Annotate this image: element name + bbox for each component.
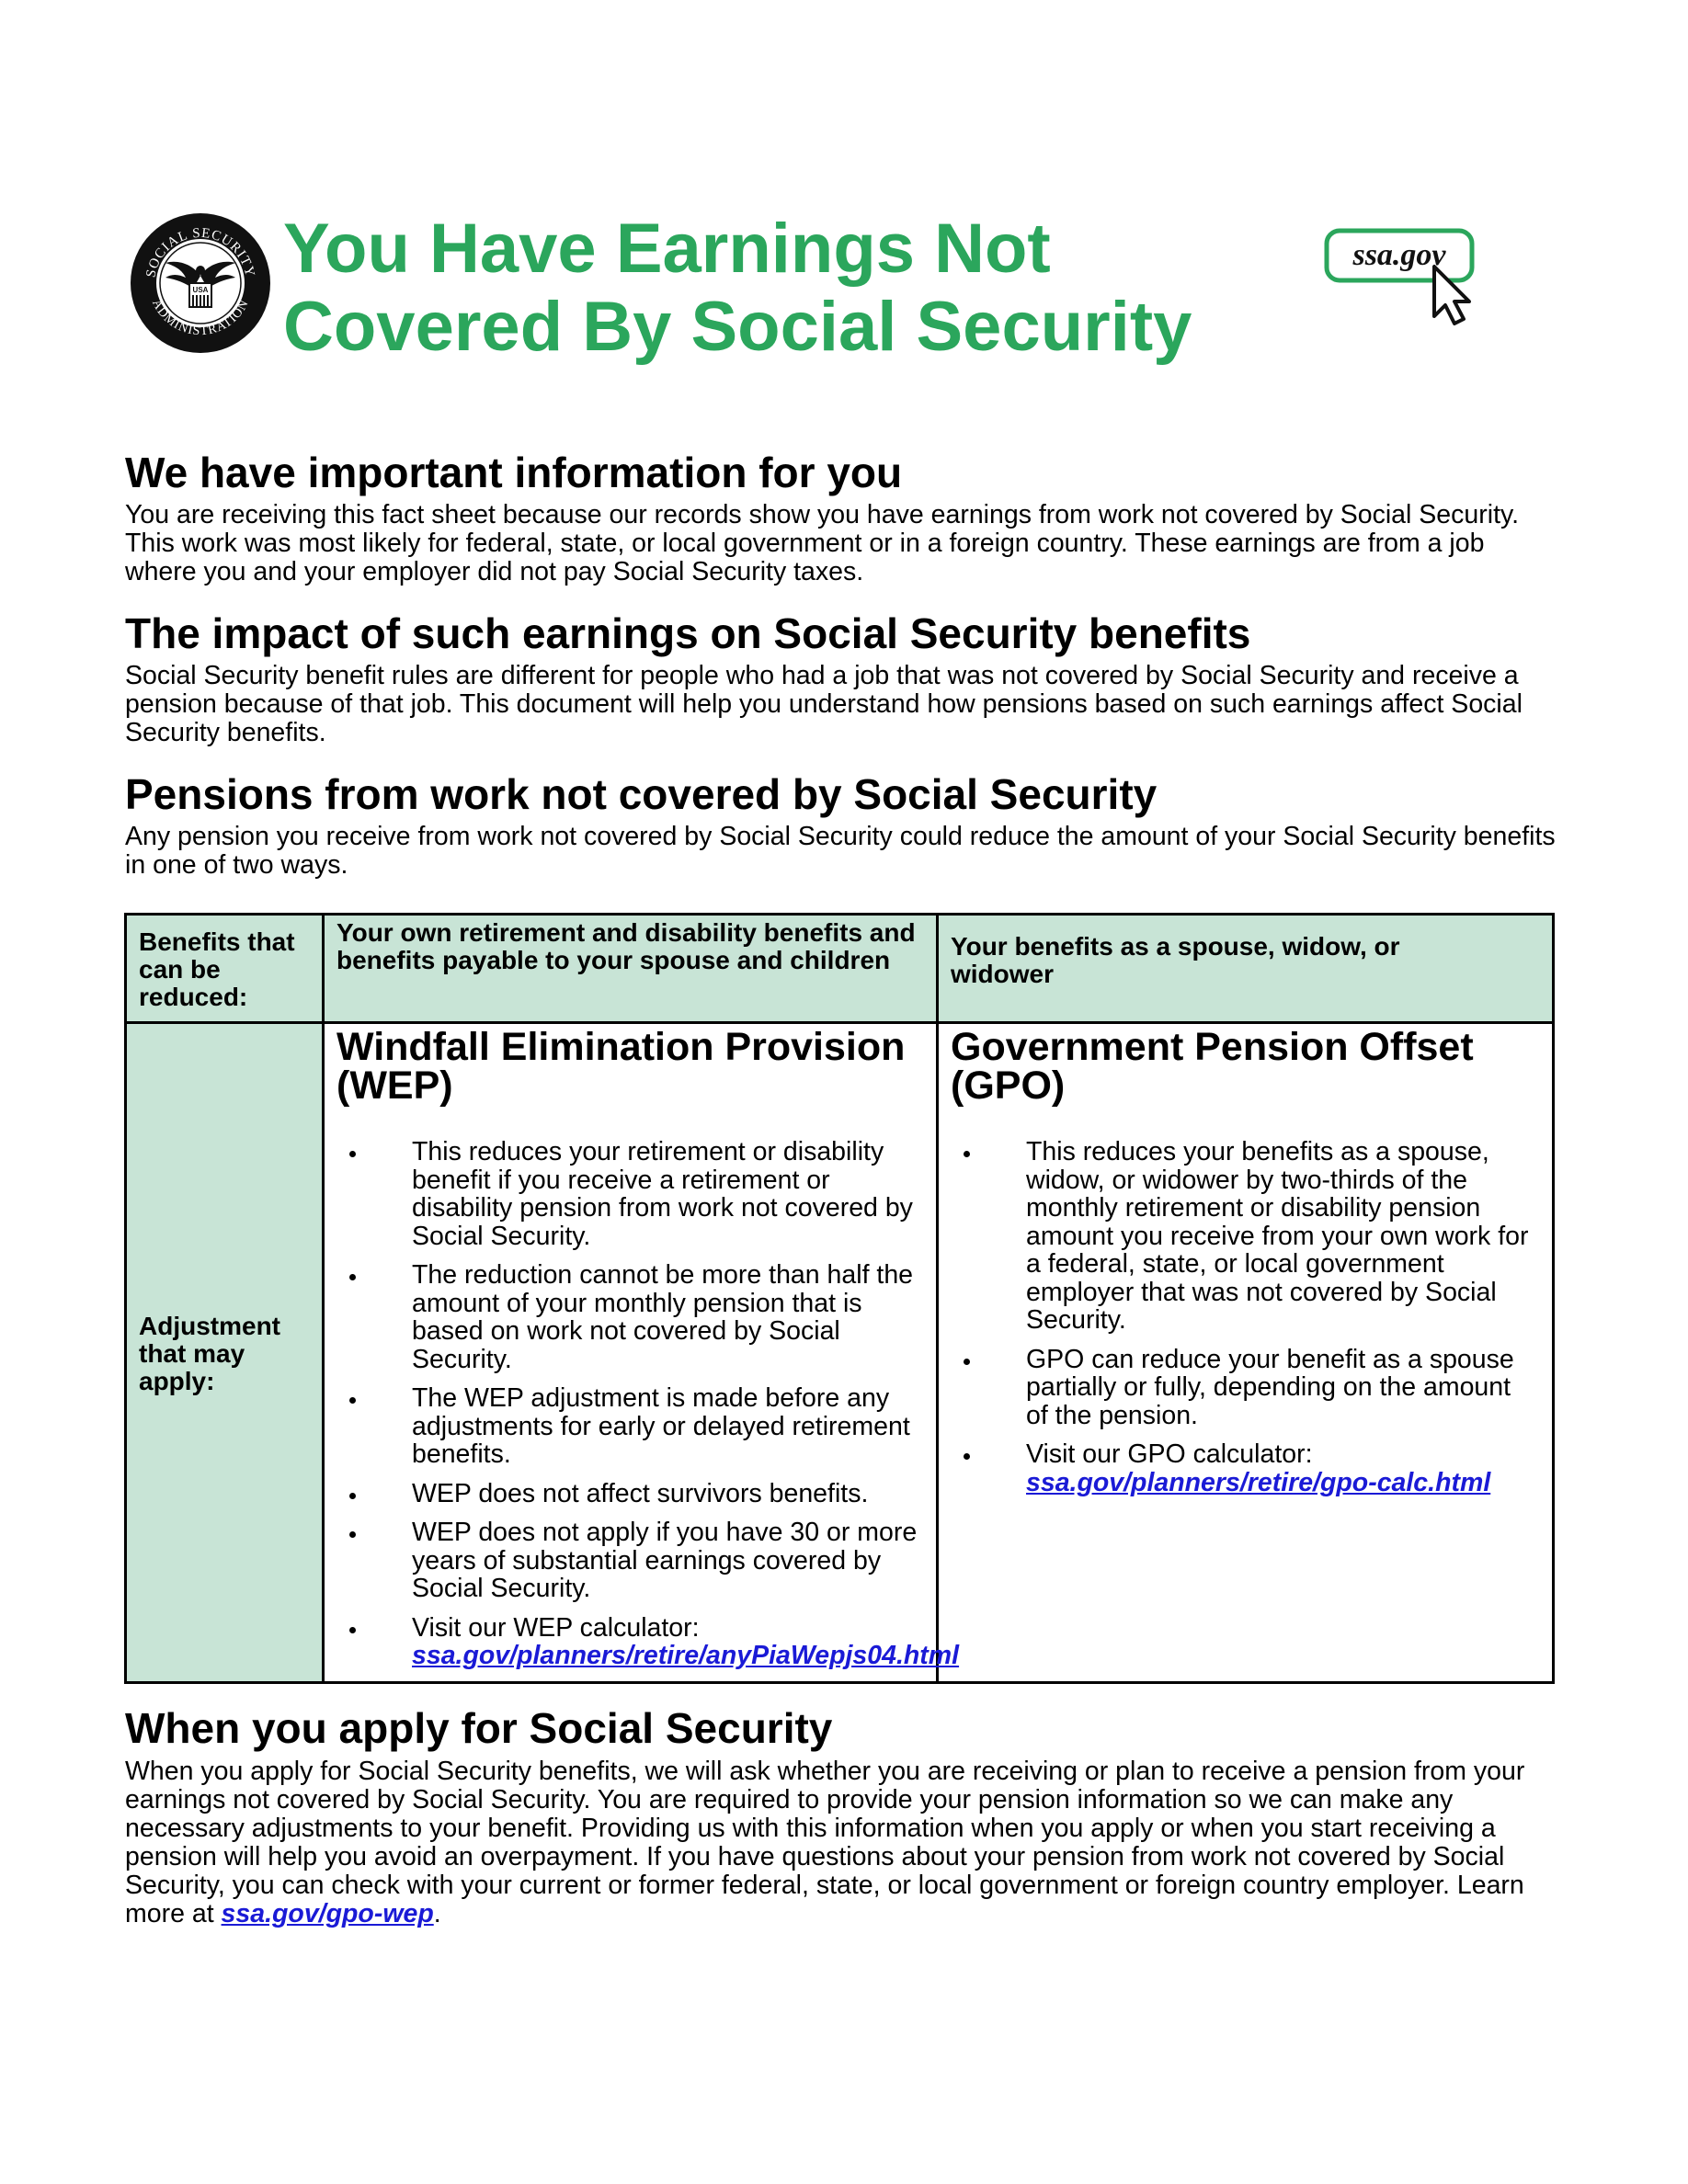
- heading-apply: When you apply for Social Security: [125, 1704, 833, 1752]
- gpo-bullet: This reduces your benefits as a spouse, widow, or widower by two-thirds of the monthly retirement or disability pension amount you receive from your own work for a federal, state, or local government employer that was not covered by Social Security.: [951, 1138, 1539, 1335]
- benefits-table: [124, 913, 1555, 1684]
- title-line-1: You Have Earnings Not: [283, 210, 1051, 288]
- text-important: You are receiving this fact sheet because our records show you have earnings from work not covered by Social Security. This work was most likely for federal, state, or local government or in a foreign country. These earnings are from a job where you and your employer did not pay Social Security taxes.: [125, 500, 1520, 586]
- wep-bullet: WEP does not affect survivors benefits.: [336, 1480, 925, 1508]
- wep-calculator-link[interactable]: ssa.gov/planners/retire/anyPiaWepjs04.html: [412, 1641, 960, 1670]
- wep-bullet: The WEP adjustment is made before any adjustments for early or delayed retirement benefits.: [336, 1384, 925, 1469]
- svg-text:ADMINISTRATION: ADMINISTRATION: [149, 297, 252, 339]
- svg-text:USA: USA: [192, 286, 209, 294]
- ssa-gov-badge[interactable]: [1324, 226, 1480, 329]
- heading-pensions: Pensions from work not covered by Social Security: [125, 770, 1158, 818]
- row-header-benefits: Benefits that can be reduced:: [139, 927, 295, 1011]
- svg-text:ssa.gov: ssa.gov: [1352, 238, 1446, 272]
- gpo-cell: [951, 1025, 1539, 1507]
- col-header-own-benefits: Your own retirement and disability benefits and benefits payable to your spouse and children: [336, 918, 916, 974]
- wep-cell: [336, 1025, 960, 1681]
- svg-text:SOCIAL SECURITY: SOCIAL SECURITY: [143, 225, 257, 279]
- heading-important: We have important information for you: [125, 449, 903, 496]
- gpo-bullet: GPO can reduce your benefit as a spouse partially or fully, depending on the amount of the pension.: [951, 1346, 1539, 1430]
- wep-bullet-list: [336, 1137, 960, 1670]
- text-impact: Social Security benefit rules are different for people who had a job that was not covered by Social Security and receive a pension because of that job. This document will help you understand how pensions based on such earnings affect Social Security benefits.: [125, 661, 1523, 747]
- text-pensions: Any pension you receive from work not covered by Social Security could reduce the amount of your Social Security benefits in one of two ways.: [125, 822, 1556, 880]
- wep-bullet: Visit our WEP calculator: ssa.gov/planners/retire/anyPiaWepjs04.html: [336, 1614, 925, 1670]
- wep-bullet: The reduction cannot be more than half the amount of your monthly pension that is based on work not covered by Social Security.: [336, 1261, 925, 1373]
- heading-impact: The impact of such earnings on Social Security benefits: [125, 609, 1251, 657]
- wep-bullet: This reduces your retirement or disability benefit if you receive a retirement or disability pension from work not covered by Social Security.: [336, 1138, 925, 1250]
- text-apply: When you apply for Social Security benefits, we will ask whether you are receiving or plan to receive a pension from your earnings not covered by Social Security. You are required to provide your pension information so we can make any necessary adjustments to your benefit. Providing us with this information when you apply or when you start receiving a pension will help you avoid an overpayment. If you have questions about your pension from work not covered by Social Security, you can check with your current or former federal, state, or local government or foreign country employer. Learn more at ssa.gov/gpo-wep.: [125, 1757, 1525, 1928]
- gpo-bullet: Visit our GPO calculator: ssa.gov/planners/retire/gpo-calc.html: [951, 1440, 1539, 1496]
- col-header-spouse-benefits: Your benefits as a spouse, widow, or widower: [951, 932, 1400, 988]
- page-title: [283, 210, 1295, 366]
- gpo-title: Government Pension Offset (GPO): [951, 1025, 1474, 1108]
- wep-title: Windfall Elimination Provision (WEP): [336, 1025, 906, 1108]
- gpo-wep-link[interactable]: ssa.gov/gpo-wep: [221, 1899, 434, 1928]
- ssa-seal-logo: [129, 211, 272, 355]
- row-header-adjustment: Adjustment that may apply:: [139, 1312, 280, 1395]
- title-line-2: Covered By Social Security: [283, 288, 1192, 366]
- gpo-bullet-list: [951, 1138, 1539, 1496]
- wep-bullet: WEP does not apply if you have 30 or more years of substantial earnings covered by Social Security.: [336, 1519, 925, 1603]
- gpo-calculator-link[interactable]: ssa.gov/planners/retire/gpo-calc.html: [1026, 1467, 1491, 1497]
